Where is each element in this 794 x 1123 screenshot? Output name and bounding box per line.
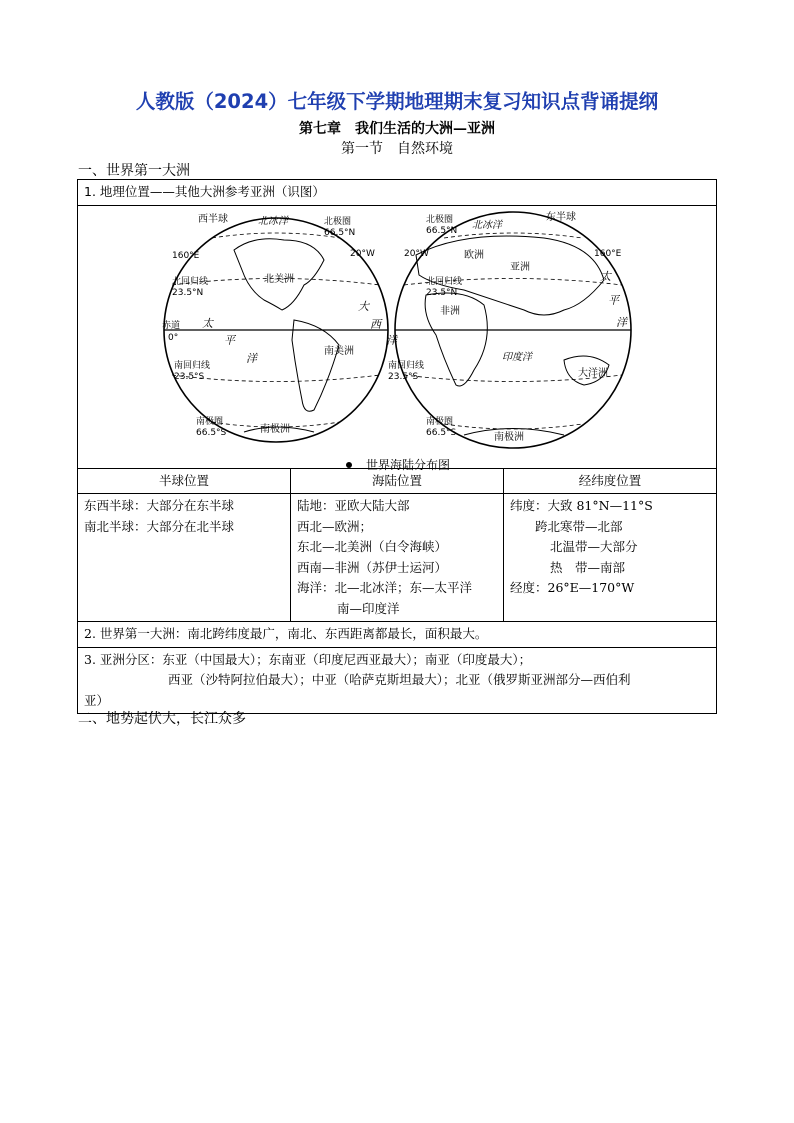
label-arctic-ocean-east: 北冰洋 bbox=[472, 219, 502, 231]
label-pacific-2: 平 bbox=[224, 333, 235, 347]
label-pacific-east-2: 平 bbox=[608, 293, 619, 307]
chapter-title: 第七章 我们生活的大洲—亚洲 bbox=[299, 121, 495, 137]
label-oceania: 大洋洲 bbox=[578, 367, 608, 379]
label-tropic-n-east-deg: 23.5°N bbox=[426, 287, 458, 298]
label-atlantic-2: 西 bbox=[370, 317, 381, 331]
land-sea-line: 西北—欧洲； bbox=[297, 518, 373, 534]
label-europe: 欧洲 bbox=[464, 249, 484, 261]
label-antarctic-east: 南极圈 bbox=[426, 416, 454, 427]
land-sea-cell bbox=[291, 494, 504, 622]
label-africa: 非洲 bbox=[440, 305, 460, 317]
label-tropic-s-east-deg: 23.5°S bbox=[388, 371, 419, 382]
label-tropic-s-west: 南回归线 bbox=[174, 360, 211, 371]
col-header-land-sea: 海陆位置 bbox=[291, 468, 504, 494]
label-atlantic-1: 大 bbox=[358, 299, 369, 313]
world-map bbox=[164, 210, 634, 450]
point-3-line-2: 西亚（沙特阿拉伯最大）；中亚（哈萨克斯坦最大）；北亚（俄罗斯亚洲部分—西伯利 bbox=[168, 672, 631, 687]
lat-lon-line: 热 带—南部 bbox=[550, 559, 626, 575]
label-indian-ocean: 印度洋 bbox=[502, 351, 532, 363]
label-pacific-east-3: 洋 bbox=[616, 315, 627, 329]
label-atlantic-3: 洋 bbox=[386, 333, 397, 347]
hemisphere-east-west: 东西半球：大部分在东半球 bbox=[84, 498, 235, 513]
lat-lon-cell bbox=[504, 494, 717, 622]
label-arctic-circle-west-deg: 66.5°N bbox=[324, 227, 356, 238]
label-tropic-n-west-deg: 23.5°N bbox=[172, 287, 204, 298]
label-antarctica-west: 南极洲 bbox=[260, 423, 290, 435]
hemisphere-north-south: 南北半球：大部分在北半球 bbox=[84, 518, 235, 534]
point-2-row bbox=[78, 622, 717, 648]
map-caption: 世界海陆分布图 bbox=[78, 455, 718, 476]
label-antarctic-east-deg: 66.5°S bbox=[426, 427, 457, 438]
label-20w-east: 20°W bbox=[404, 248, 429, 259]
document-title: 人教版（2024）七年级下学期地理期末复习知识点背诵提纲 bbox=[135, 90, 659, 113]
land-sea-line: 西南—非洲（苏伊士运河） bbox=[297, 559, 448, 575]
label-equator-deg: 0° bbox=[168, 332, 179, 343]
point-1-text: 1. 地理位置——其他大洲参考亚洲（识图） bbox=[84, 184, 325, 199]
land-sea-line: 南—印度洋 bbox=[337, 600, 400, 616]
label-tropic-s-east: 南回归线 bbox=[388, 360, 425, 371]
bullet-icon bbox=[346, 462, 352, 468]
point-2-text: 2. 世界第一大洲：南北跨纬度最广，南北、东西距离都最长，面积最大。 bbox=[84, 626, 488, 641]
lat-lon-line: 纬度：大致 81°N—11°S bbox=[510, 498, 653, 513]
land-sea-line: 海洋：北—北冰洋；东—太平洋 bbox=[297, 580, 473, 595]
label-south-america: 南美洲 bbox=[324, 345, 354, 357]
label-20w-west: 20°W bbox=[350, 248, 375, 259]
lat-lon-line: 跨北寒带—北部 bbox=[535, 518, 623, 534]
hemisphere-cell bbox=[78, 494, 291, 622]
point-3-line-3: 亚） bbox=[84, 692, 110, 708]
label-tropic-s-west-deg: 23.5°S bbox=[174, 371, 205, 382]
label-pacific-east-1: 太 bbox=[600, 269, 611, 283]
label-equator: 赤道 bbox=[162, 320, 181, 331]
label-tropic-n-west: 北回归线 bbox=[172, 276, 209, 287]
label-arctic-circle-east-deg: 66.5°N bbox=[426, 225, 458, 236]
world-map-cell bbox=[78, 205, 717, 472]
label-pacific-1: 太 bbox=[202, 316, 213, 330]
point-3-row bbox=[78, 647, 717, 714]
lat-lon-line: 北温带—大部分 bbox=[550, 539, 638, 554]
land-sea-line: 陆地：亚欧大陆大部 bbox=[297, 498, 410, 513]
point-1-row bbox=[78, 180, 717, 206]
lat-lon-line: 经度：26°E—170°W bbox=[510, 580, 635, 595]
label-antarctic-west-deg: 66.5°S bbox=[196, 427, 227, 438]
east-globe bbox=[395, 212, 631, 448]
heading-1: 一、世界第一大洲 bbox=[78, 163, 190, 179]
label-west-hemisphere: 西半球 bbox=[198, 213, 228, 225]
label-arctic-ocean-west: 北冰洋 bbox=[258, 215, 288, 227]
label-arctic-circle-east: 北极圈 bbox=[426, 214, 454, 225]
label-antarctic-west: 南极圈 bbox=[196, 416, 224, 427]
label-east-hemisphere: 东半球 bbox=[546, 211, 576, 223]
label-tropic-n-east: 北回归线 bbox=[426, 276, 463, 287]
land-sea-line: 东北—北美洲（白令海峡） bbox=[297, 539, 448, 554]
label-north-america: 北美洲 bbox=[264, 273, 294, 285]
col-header-lat-lon: 经纬度位置 bbox=[504, 468, 717, 494]
label-pacific-3: 洋 bbox=[246, 351, 257, 365]
col-header-hemisphere: 半球位置 bbox=[78, 468, 291, 494]
label-asia: 亚洲 bbox=[510, 261, 530, 273]
label-antarctica-east: 南极洲 bbox=[494, 431, 524, 443]
knowledge-table bbox=[77, 179, 717, 714]
heading-2: 二、地势起伏大，长江众多 bbox=[78, 711, 246, 727]
point-3-line-1: 3. 亚洲分区：东亚（中国最大）；东南亚（印度尼西亚最大）；南亚（印度最大）； bbox=[84, 651, 532, 667]
label-160e-west: 160°E bbox=[172, 250, 200, 261]
section-title: 第一节 自然环境 bbox=[341, 141, 453, 157]
label-arctic-circle-west: 北极圈 bbox=[324, 216, 352, 227]
label-160e-east: 160°E bbox=[594, 248, 622, 259]
